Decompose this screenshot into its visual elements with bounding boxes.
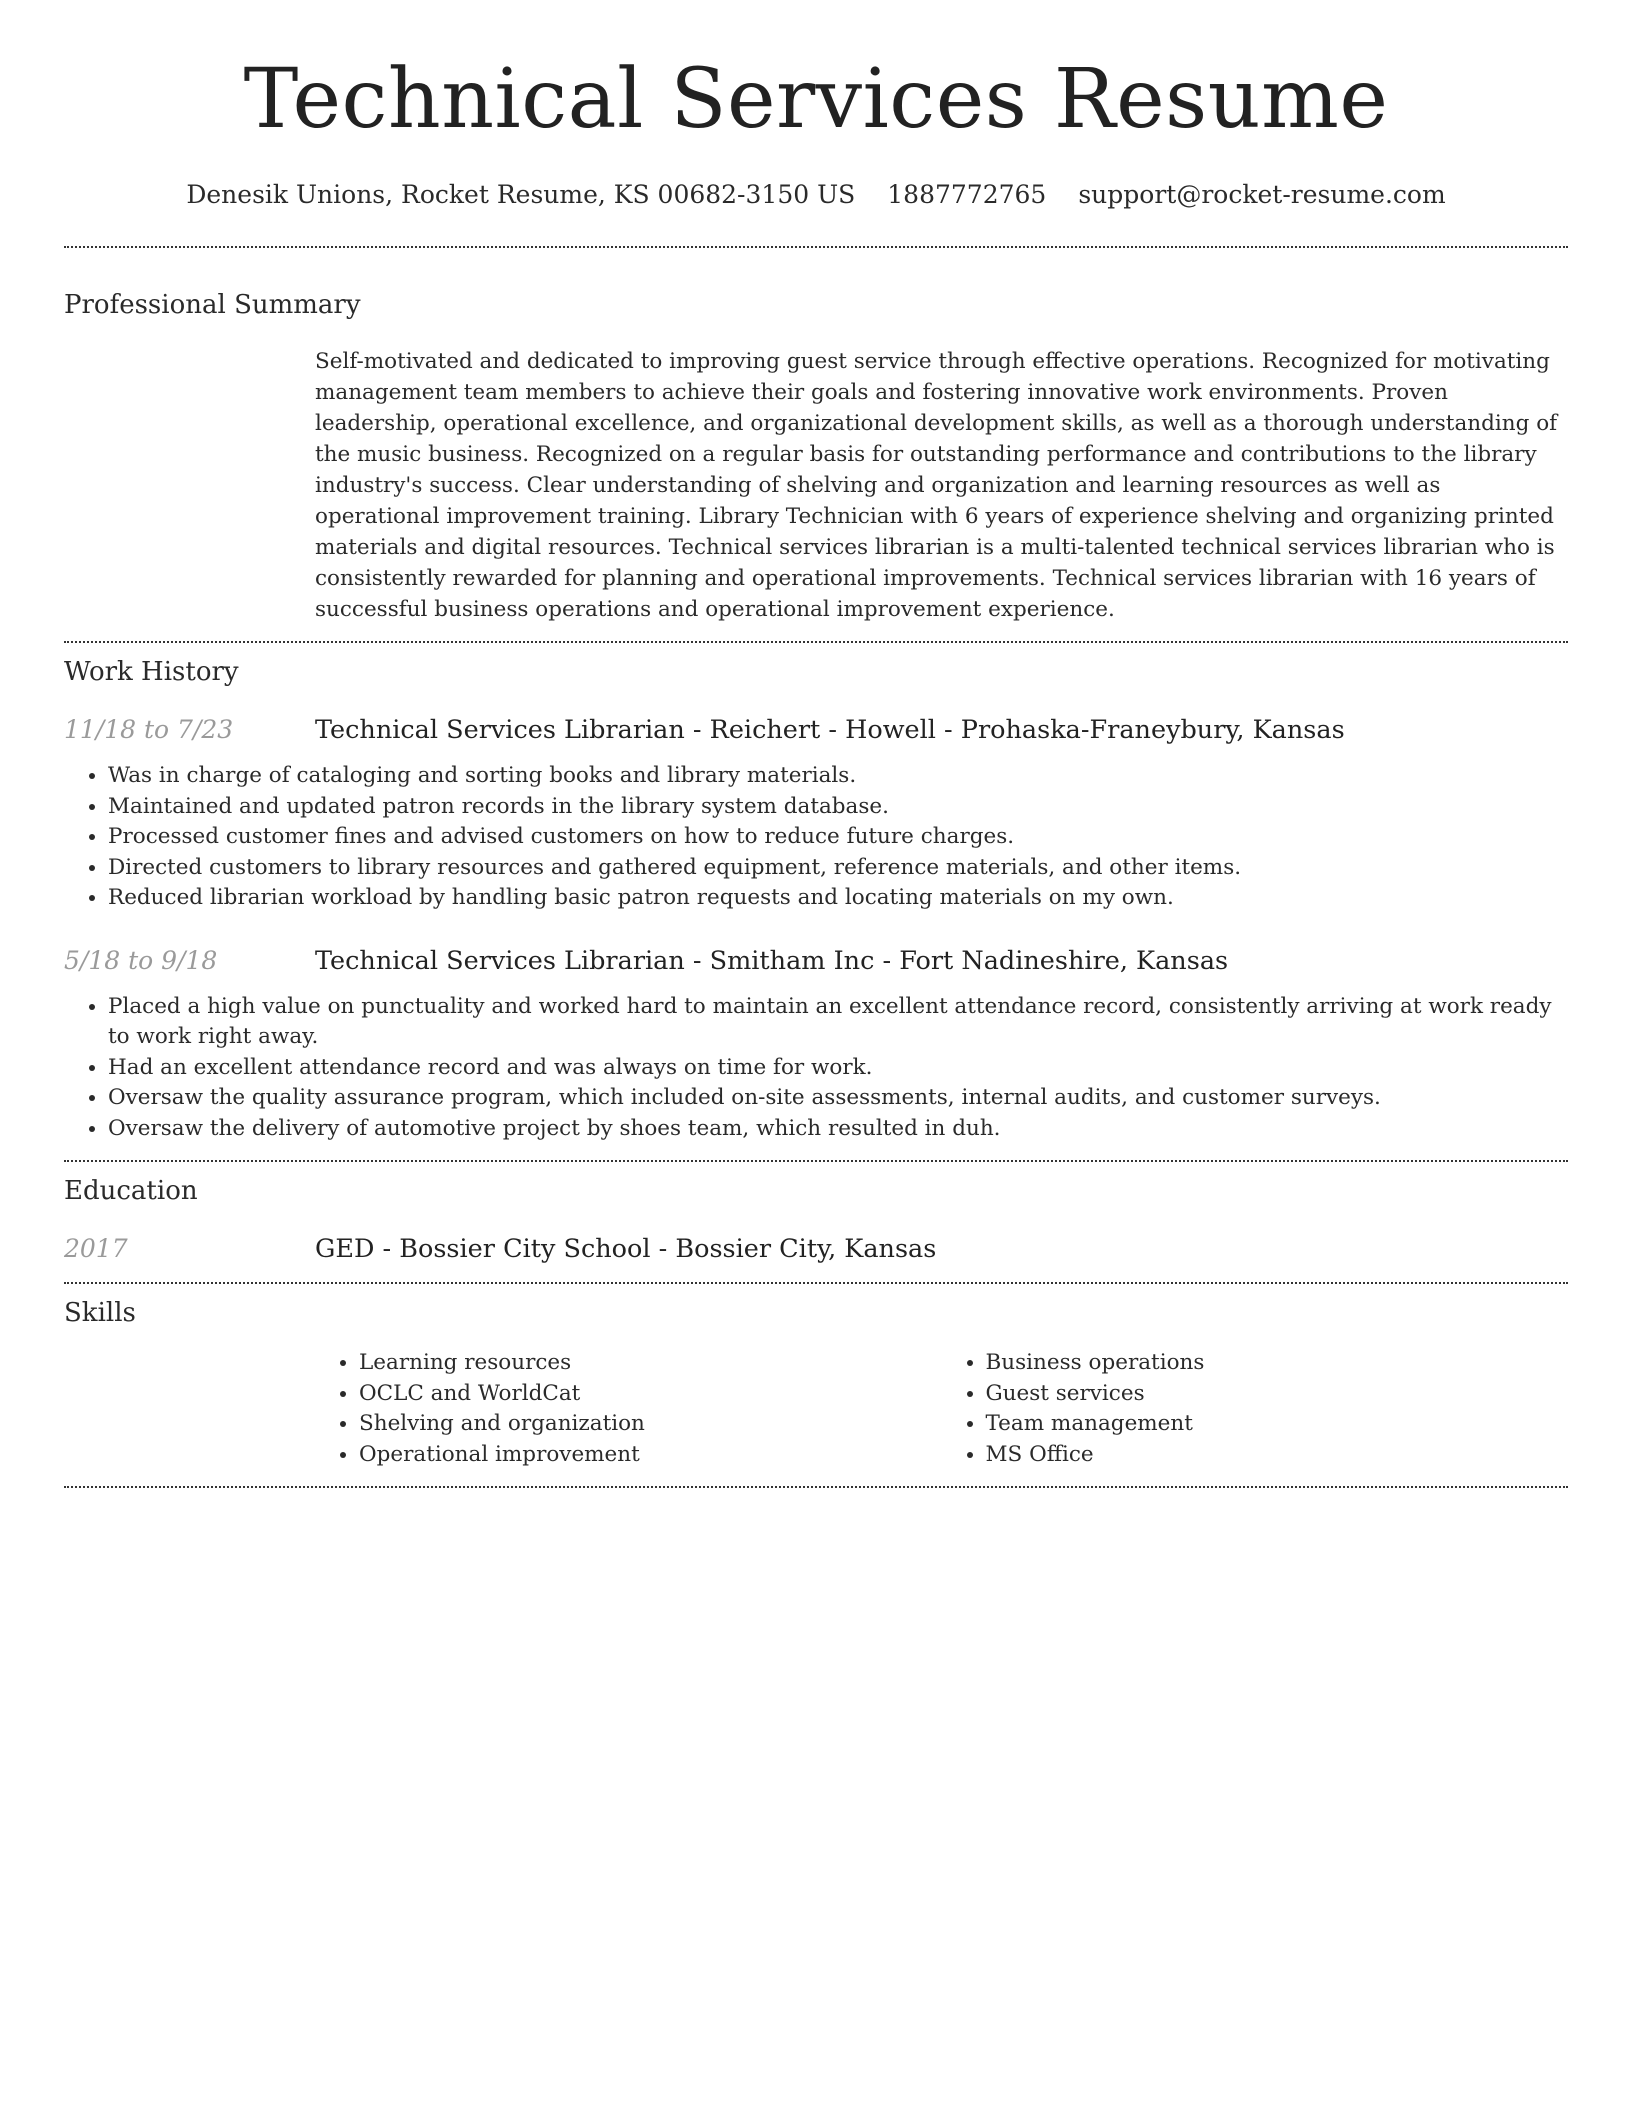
work-history-section xyxy=(64,655,1568,1144)
list-item: • Team management xyxy=(986,1409,1569,1440)
job-entry xyxy=(64,944,1568,1145)
contact-address: Denesik Unions, Rocket Resume, KS 00682-3150 US xyxy=(186,180,856,209)
job-entry xyxy=(64,713,1568,914)
list-item: • Maintained and updated patron records in the library system database. xyxy=(108,792,1568,823)
list-item: • Oversaw the quality assurance program, which included on-site assessments, internal audits, and customer surveys. xyxy=(108,1083,1568,1114)
skills-grid xyxy=(315,1348,1568,1470)
list-item: • Processed customer fines and advised customers on how to reduce future charges. xyxy=(108,822,1568,853)
list-item: • OCLC and WorldCat xyxy=(359,1379,942,1410)
resume-title: Technical Services Resume xyxy=(243,52,1389,147)
list-item: • Business operations xyxy=(986,1348,1569,1379)
section-heading-work: Work History xyxy=(64,657,239,687)
skills-column-right xyxy=(942,1348,1569,1470)
job-title: Technical Services Librarian - Smitham Inc - Fort Nadineshire, Kansas xyxy=(315,945,1229,976)
list-item: • Reduced librarian workload by handling basic patron requests and locating materials on my own. xyxy=(108,883,1568,914)
job-header xyxy=(64,944,1568,978)
summary-text: Self-motivated and dedicated to improving guest service through effective operations. Recognized for motivating management team members to achieve their goals and fostering innovative work environments. Proven leadership, operational excellence, and organizational development skills, as well as a thorough understanding of the music business. Recognized on a regular basis for outstanding performance and contributions to the library industry's success. Clear understanding of shelving and organization and learning resources as well as operational improvement training. Library Technician with 6 years of experience shelving and organizing printed materials and digital resources. Technical services librarian is a multi-talented technical services librarian who is consistently rewarded for planning and operational improvements. Technical services librarian with 16 years of successful business operations and operational improvement experience. xyxy=(315,349,1558,622)
contact-email: support@rocket-resume.com xyxy=(1078,180,1446,209)
job-dates: 11/18 to 7/23 xyxy=(64,715,234,744)
skills-column-left xyxy=(315,1348,942,1470)
education-degree: GED - Bossier City School - Bossier City, Kansas xyxy=(315,1234,937,1264)
divider xyxy=(64,246,1568,248)
list-item: • Learning resources xyxy=(359,1348,942,1379)
job-bullets xyxy=(64,992,1568,1145)
job-title: Technical Services Librarian - Reichert - Howell - Prohaska-Franeybury, Kansas xyxy=(315,715,1345,745)
education-section xyxy=(64,1174,1568,1266)
section-heading-education: Education xyxy=(64,1176,198,1206)
divider xyxy=(64,1160,1568,1162)
divider xyxy=(64,641,1568,643)
contact-phone: 1887772765 xyxy=(887,180,1047,209)
section-heading-skills: Skills xyxy=(64,1298,136,1328)
list-item: • Guest services xyxy=(986,1379,1569,1410)
divider xyxy=(64,1486,1568,1488)
list-item: • Was in charge of cataloging and sorting books and library materials. xyxy=(108,761,1568,792)
list-item: • Directed customers to library resources and gathered equipment, reference materials, and other items. xyxy=(108,853,1568,884)
job-dates: 5/18 to 9/18 xyxy=(64,945,218,975)
divider xyxy=(64,1282,1568,1284)
education-year: 2017 xyxy=(64,1234,128,1263)
list-item: • Shelving and organization xyxy=(359,1409,942,1440)
job-bullets xyxy=(64,761,1568,914)
list-item: • Oversaw the delivery of automotive project by shoes team, which resulted in duh. xyxy=(108,1114,1568,1145)
summary-section xyxy=(64,288,1568,625)
list-item: • Had an excellent attendance record and was always on time for work. xyxy=(108,1053,1568,1084)
list-item: • MS Office xyxy=(986,1440,1569,1471)
list-item: • Placed a high value on punctuality and worked hard to maintain an excellent attendance record, consistently arriving at work ready to work right away. xyxy=(108,992,1568,1053)
contact-line xyxy=(64,178,1568,212)
job-header xyxy=(64,713,1568,747)
section-heading-summary: Professional Summary xyxy=(64,290,361,320)
skills-section xyxy=(64,1296,1568,1470)
education-entry xyxy=(64,1232,1568,1266)
list-item: • Operational improvement xyxy=(359,1440,942,1471)
